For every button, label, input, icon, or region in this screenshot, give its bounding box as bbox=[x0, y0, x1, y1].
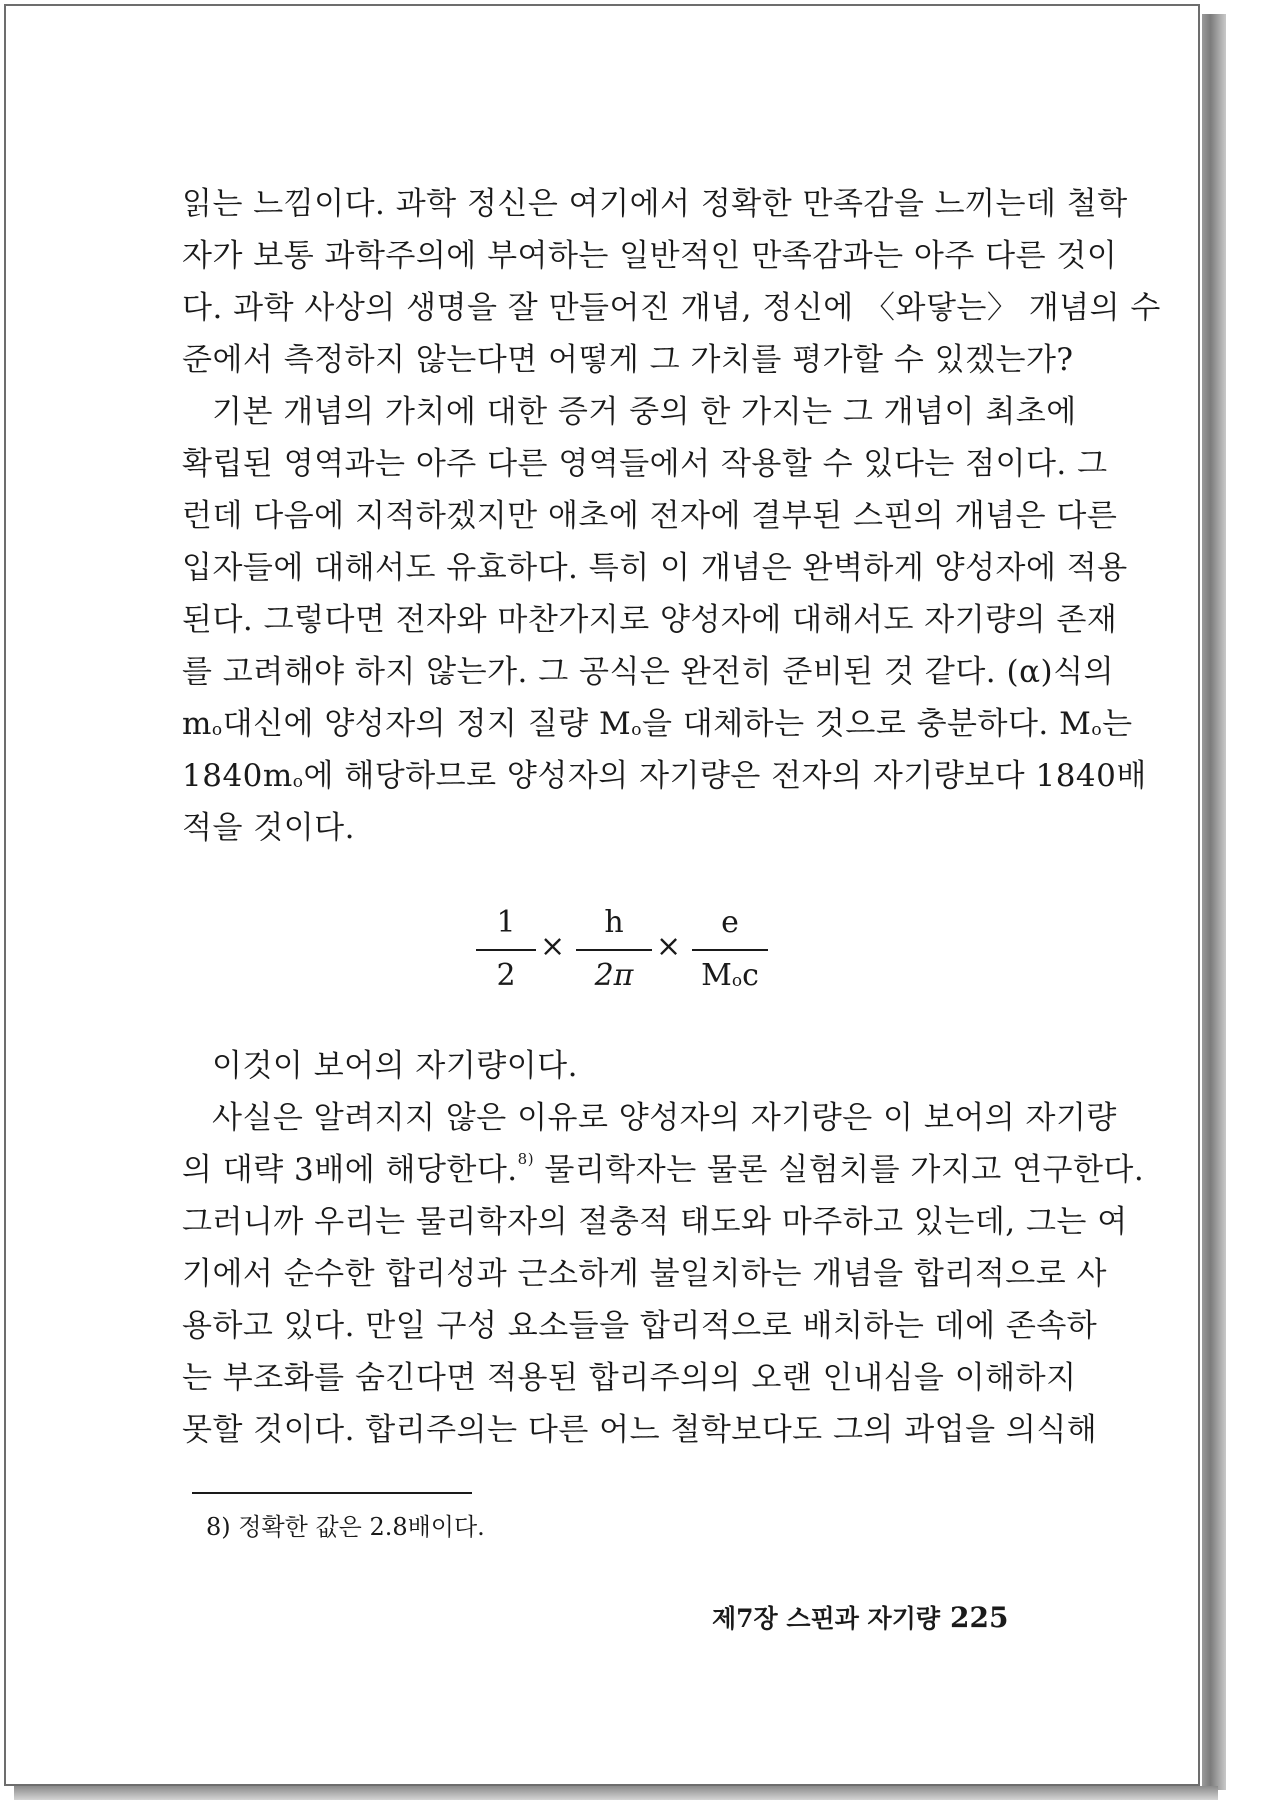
denominator bbox=[692, 951, 768, 997]
text-line bbox=[182, 698, 1133, 750]
text-line: 를 고려해야 하지 않는가. 그 공식은 완전히 준비된 것 같다. (α)식의 bbox=[182, 654, 1115, 690]
page-edge-shadow bbox=[1202, 14, 1226, 1790]
fraction-h-over-2pi bbox=[576, 901, 652, 997]
text-line: 다. 과학 사상의 생명을 잘 만들어진 개념, 정신에 〈와닿는〉 개념의 수 bbox=[182, 290, 1161, 326]
text-segment: 을 대체하는 것으로 충분하다. M bbox=[641, 706, 1092, 742]
times-sign: × bbox=[656, 929, 682, 964]
times-sign: × bbox=[540, 929, 566, 964]
body-text-upper bbox=[182, 178, 1161, 854]
denominator-main: M bbox=[701, 958, 732, 993]
page-number: 225 bbox=[950, 1601, 1009, 1634]
text-line: 런데 다음에 지적하겠지만 애초에 전자에 결부된 스핀의 개념은 다른 bbox=[182, 498, 1118, 534]
denominator-tail: c bbox=[742, 958, 759, 993]
running-footer bbox=[712, 1598, 1008, 1639]
body-text-lower bbox=[182, 1040, 1145, 1456]
subscript: o bbox=[631, 720, 642, 740]
subscript: o bbox=[731, 971, 743, 991]
text-line bbox=[182, 750, 1147, 802]
text-line: 입자들에 대해서도 유효하다. 특히 이 개념은 완벽하게 양성자에 적용 bbox=[182, 550, 1128, 586]
text-segment: 1840m bbox=[182, 758, 293, 794]
chapter-title: 제7장 스핀과 자기량 bbox=[712, 1604, 941, 1633]
text-line: 용하고 있다. 만일 구성 요소들을 합리적으로 배치하는 데에 존속하 bbox=[182, 1308, 1098, 1344]
text-segment: 의 대략 3배에 해당한다. bbox=[182, 1152, 518, 1188]
text-segment: 에 해당하므로 양성자의 자기량은 전자의 자기량보다 1840배 bbox=[303, 758, 1147, 794]
subscript: o bbox=[211, 720, 223, 740]
numerator: h bbox=[604, 905, 624, 940]
footnote-reference: 8) bbox=[517, 1150, 535, 1168]
text-line: 사실은 알려지지 않은 이유로 양성자의 자기량은 이 보어의 자기량 bbox=[212, 1100, 1117, 1136]
numerator: 1 bbox=[496, 905, 516, 940]
text-line: 자가 보통 과학주의에 부여하는 일반적인 만족감과는 아주 다른 것이 bbox=[182, 238, 1118, 274]
text-segment: 대신에 양성자의 정지 질량 M bbox=[222, 706, 632, 742]
denominator: 2 bbox=[496, 958, 516, 993]
text-line: 읽는 느낌이다. 과학 정신은 여기에서 정확한 만족감을 느끼는데 철학 bbox=[182, 186, 1128, 222]
text-line: 준에서 측정하지 않는다면 어떻게 그 가치를 평가할 수 있겠는가? bbox=[182, 342, 1074, 378]
text-segment: 물리학자는 물론 실험치를 가지고 연구한다. bbox=[534, 1152, 1145, 1188]
text-line: 그러니까 우리는 물리학자의 절충적 태도와 마주하고 있는데, 그는 여 bbox=[182, 1204, 1128, 1240]
text-line: 확립된 영역과는 아주 다른 영역들에서 작용할 수 있다는 점이다. 그 bbox=[182, 446, 1108, 482]
text-line: 는 부조화를 숨긴다면 적용된 합리주의의 오랜 인내심을 이해하지 bbox=[182, 1360, 1077, 1396]
magneton-formula bbox=[476, 901, 816, 1011]
fraction-one-half bbox=[476, 901, 536, 997]
text-line: 이것이 보어의 자기량이다. bbox=[212, 1048, 578, 1084]
text-line bbox=[182, 1144, 1145, 1196]
footnote-separator bbox=[192, 1492, 472, 1494]
subscript: o bbox=[1091, 720, 1103, 740]
fraction-e-over-moc bbox=[692, 901, 768, 997]
footnote: 8) 정확한 값은 2.8배이다. bbox=[206, 1513, 485, 1541]
page-bottom-shadow bbox=[14, 1786, 1218, 1800]
text-segment: m bbox=[182, 706, 212, 742]
text-line: 못할 것이다. 합리주의는 다른 어느 철학보다도 그의 과업을 의식해 bbox=[182, 1412, 1098, 1448]
denominator: 2π bbox=[594, 958, 634, 993]
subscript: o bbox=[292, 772, 304, 792]
text-line: 된다. 그렇다면 전자와 마찬가지로 양성자에 대해서도 자기량의 존재 bbox=[182, 602, 1118, 638]
book-page bbox=[4, 4, 1200, 1786]
text-segment: 는 bbox=[1102, 706, 1133, 742]
numerator: e bbox=[721, 905, 739, 940]
text-line: 기에서 순수한 합리성과 근소하게 불일치하는 개념을 합리적으로 사 bbox=[182, 1256, 1107, 1292]
text-line: 기본 개념의 가치에 대한 증거 중의 한 가지는 그 개념이 최초에 bbox=[212, 394, 1077, 430]
text-line: 적을 것이다. bbox=[182, 810, 355, 846]
